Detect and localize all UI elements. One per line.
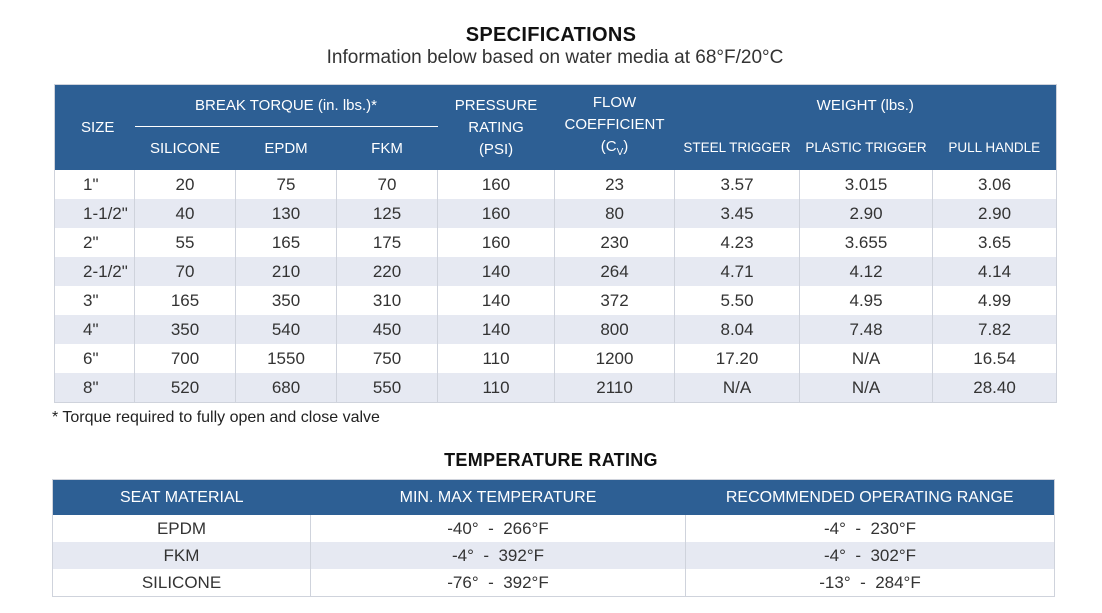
spec-value-cell: 1550 — [236, 344, 337, 373]
spec-value-cell: 7.48 — [800, 315, 933, 344]
spec-value-cell: 350 — [236, 286, 337, 315]
spec-value-cell: 110 — [438, 344, 555, 373]
spec-value-cell: 20 — [135, 170, 236, 199]
temperature-row — [53, 542, 1055, 569]
header-pressure-l2: RATING — [468, 118, 524, 136]
header-silicone: SILICONE — [135, 127, 236, 171]
specifications-title: SPECIFICATIONS — [465, 24, 637, 46]
spec-value-cell: 80 — [555, 199, 675, 228]
spec-value-cell: 7.82 — [933, 315, 1057, 344]
spec-row — [55, 228, 1057, 257]
spec-size-cell: 1-1/2" — [55, 199, 135, 228]
header-weight: WEIGHT (lbs.) — [675, 85, 1057, 127]
header-pressure-l1: PRESSURE — [454, 96, 538, 114]
specifications-body — [55, 170, 1057, 403]
spec-value-cell: 210 — [236, 257, 337, 286]
header-pressure-l3: (PSI) — [478, 140, 514, 158]
temperature-title: TEMPERATURE RATING — [444, 450, 658, 470]
spec-value-cell: 23 — [555, 170, 675, 199]
seat-material-cell: FKM — [53, 542, 311, 569]
spec-row — [55, 257, 1057, 286]
spec-value-cell: 16.54 — [933, 344, 1057, 373]
header-operating-range: RECOMMENDED OPERATING RANGE — [686, 480, 1055, 516]
header-break-torque — [135, 85, 438, 127]
spec-row — [55, 286, 1057, 315]
spec-size-cell: 3" — [55, 286, 135, 315]
temperature-row — [53, 515, 1055, 542]
spec-value-cell: 3.06 — [933, 170, 1057, 199]
spec-value-cell: 8.04 — [675, 315, 800, 344]
temperature-cell: -4° - 230°F — [686, 515, 1055, 542]
header-flow-l3 — [555, 136, 675, 164]
spec-value-cell: 55 — [135, 228, 236, 257]
spec-value-cell: 175 — [337, 228, 438, 257]
spec-row — [55, 170, 1057, 199]
spec-value-cell: 17.20 — [675, 344, 800, 373]
spec-value-cell: 160 — [438, 199, 555, 228]
spec-size-cell: 1" — [55, 170, 135, 199]
spec-value-cell: 700 — [135, 344, 236, 373]
spec-value-cell: 160 — [438, 228, 555, 257]
spec-value-cell: 5.50 — [675, 286, 800, 315]
spec-value-cell: 125 — [337, 199, 438, 228]
header-seat-material: SEAT MATERIAL — [53, 480, 311, 516]
temperature-cell: -4° - 302°F — [686, 542, 1055, 569]
spec-value-cell: 2.90 — [800, 199, 933, 228]
seat-material-cell: EPDM — [53, 515, 311, 542]
spec-value-cell: 4.99 — [933, 286, 1057, 315]
header-size: SIZE — [55, 85, 135, 171]
spec-value-cell: 550 — [337, 373, 438, 403]
spec-size-cell: 6" — [55, 344, 135, 373]
specifications-table — [54, 84, 1057, 403]
flow-l3-sub: V — [616, 146, 624, 158]
header-flow-l2: COEFFICIENT — [564, 115, 665, 133]
temperature-cell: -40° - 266°F — [311, 515, 686, 542]
spec-value-cell: 160 — [438, 170, 555, 199]
header-break-torque-label: BREAK TORQUE (in. lbs.)* — [195, 96, 378, 114]
spec-value-cell: 3.655 — [800, 228, 933, 257]
temperature-cell: -13° - 284°F — [686, 569, 1055, 597]
spec-value-cell: 4.12 — [800, 257, 933, 286]
spec-value-cell: 70 — [135, 257, 236, 286]
spec-value-cell: 140 — [438, 315, 555, 344]
spec-size-cell: 4" — [55, 315, 135, 344]
header-flow-l1: FLOW — [592, 93, 637, 111]
spec-value-cell: 2110 — [555, 373, 675, 403]
spec-value-cell: 230 — [555, 228, 675, 257]
spec-size-cell: 2" — [55, 228, 135, 257]
header-pull-handle: PULL HANDLE — [933, 127, 1057, 171]
spec-size-cell: 2-1/2" — [55, 257, 135, 286]
spec-value-cell: 680 — [236, 373, 337, 403]
spec-value-cell: 3.57 — [675, 170, 800, 199]
spec-value-cell: 140 — [438, 286, 555, 315]
temperature-row — [53, 569, 1055, 597]
flow-l3-post: ) — [623, 137, 629, 155]
spec-value-cell: 4.23 — [675, 228, 800, 257]
spec-value-cell: 4.95 — [800, 286, 933, 315]
spec-value-cell: 3.45 — [675, 199, 800, 228]
spec-value-cell: 165 — [236, 228, 337, 257]
spec-value-cell: 28.40 — [933, 373, 1057, 403]
specifications-subtitle: Information below based on water media at 68°F/20°C — [326, 47, 784, 68]
spec-value-cell: 350 — [135, 315, 236, 344]
spec-value-cell: 3.015 — [800, 170, 933, 199]
temperature-cell: -76° - 392°F — [311, 569, 686, 597]
spec-row — [55, 315, 1057, 344]
spec-value-cell: 220 — [337, 257, 438, 286]
spec-value-cell: 130 — [236, 199, 337, 228]
header-steel-trigger: STEEL TRIGGER — [675, 127, 800, 171]
spec-value-cell: 165 — [135, 286, 236, 315]
spec-size-cell: 8" — [55, 373, 135, 403]
spec-value-cell: 540 — [236, 315, 337, 344]
header-min-max-temperature: MIN. MAX TEMPERATURE — [311, 480, 686, 516]
flow-l3-pre: (C — [600, 137, 617, 155]
spec-value-cell: N/A — [800, 373, 933, 403]
spec-value-cell: 2.90 — [933, 199, 1057, 228]
temperature-cell: -4° - 392°F — [311, 542, 686, 569]
spec-value-cell: 310 — [337, 286, 438, 315]
spec-value-cell: 750 — [337, 344, 438, 373]
spec-value-cell: 520 — [135, 373, 236, 403]
spec-value-cell: 800 — [555, 315, 675, 344]
spec-row — [55, 344, 1057, 373]
header-flow-coefficient — [555, 85, 675, 171]
spec-value-cell: 450 — [337, 315, 438, 344]
seat-material-cell: SILICONE — [53, 569, 311, 597]
header-plastic-trigger: PLASTIC TRIGGER — [800, 127, 933, 171]
spec-value-cell: 40 — [135, 199, 236, 228]
spec-value-cell: 372 — [555, 286, 675, 315]
spec-value-cell: 264 — [555, 257, 675, 286]
spec-value-cell: 140 — [438, 257, 555, 286]
spec-row — [55, 199, 1057, 228]
spec-value-cell: 3.65 — [933, 228, 1057, 257]
spec-value-cell: 70 — [337, 170, 438, 199]
spec-value-cell: 4.14 — [933, 257, 1057, 286]
temperature-table — [52, 479, 1055, 597]
spec-value-cell: N/A — [800, 344, 933, 373]
spec-value-cell: 110 — [438, 373, 555, 403]
spec-value-cell: 75 — [236, 170, 337, 199]
spec-value-cell: N/A — [675, 373, 800, 403]
header-fkm: FKM — [337, 127, 438, 171]
header-epdm: EPDM — [236, 127, 337, 171]
spec-row — [55, 373, 1057, 403]
spec-value-cell: 1200 — [555, 344, 675, 373]
temperature-body — [53, 515, 1055, 597]
torque-footnote: * Torque required to fully open and close valve — [52, 409, 380, 426]
spec-value-cell: 4.71 — [675, 257, 800, 286]
header-pressure-rating — [438, 85, 555, 171]
